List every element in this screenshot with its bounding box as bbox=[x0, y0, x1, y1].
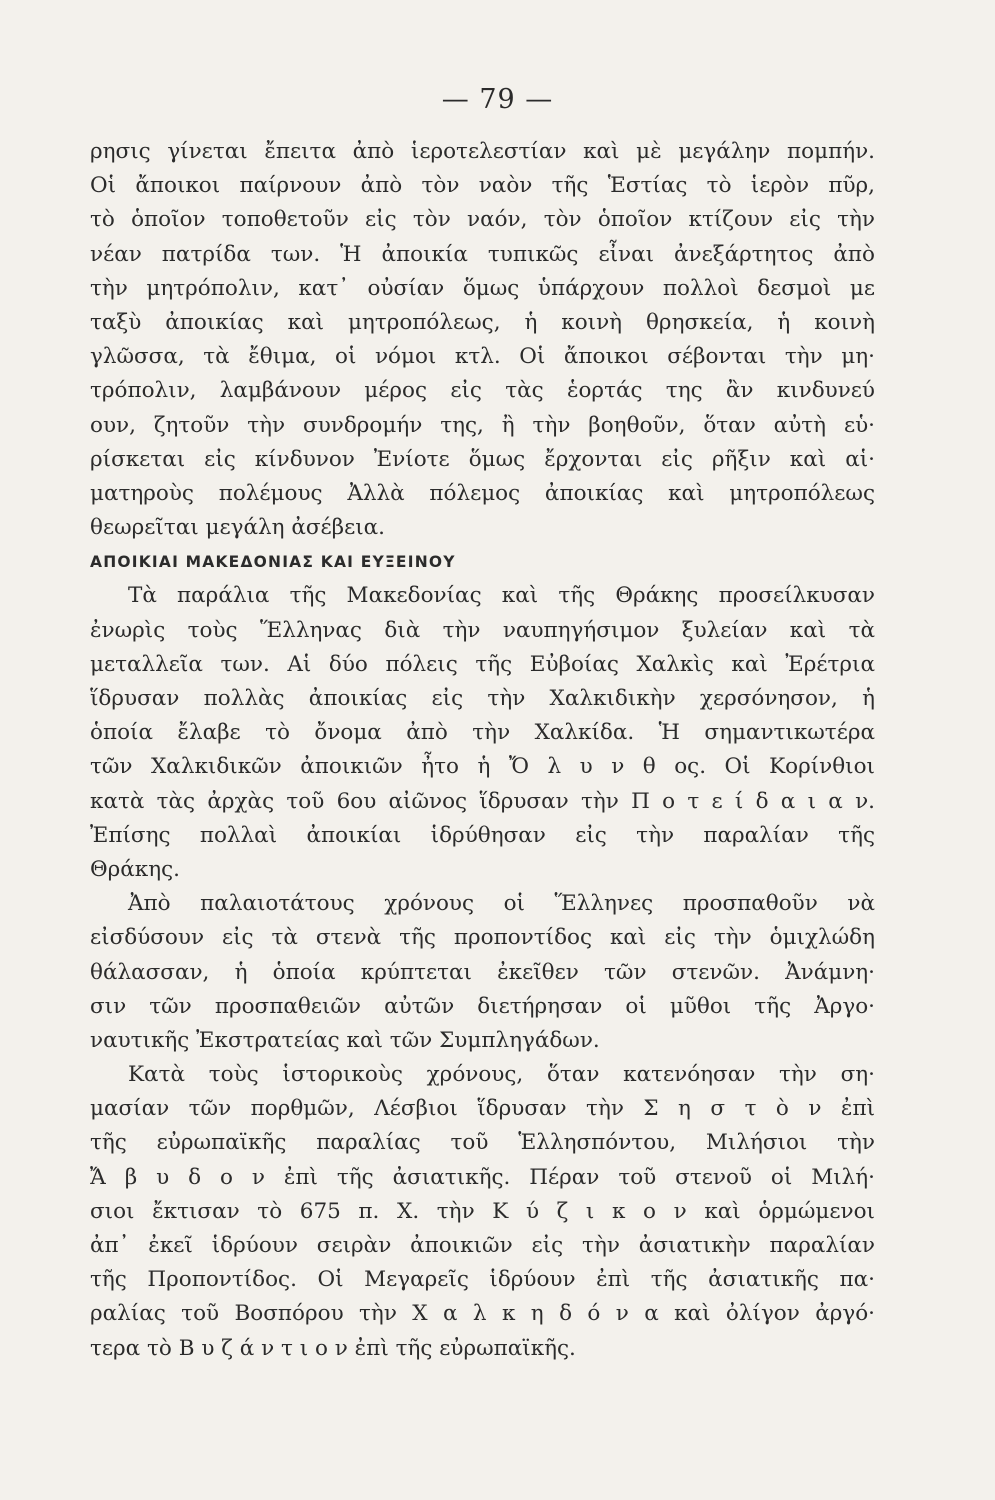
text-line: τῶν Χαλκιδικῶν ἀποικιῶν ἦτο ἡ Ὄ λ υ ν θ ος. Οἱ Κορίνθιοι bbox=[90, 754, 875, 780]
body-text bbox=[90, 135, 875, 1366]
text-line: νέαν πατρίδα των. Ἡ ἀποικία τυπικῶς εἶναι ἀνεξάρτητος ἀπὸ bbox=[90, 241, 875, 267]
text-line: τὴν μητρόπολιν, κατ᾽ οὐσίαν ὅμως ὑπάρχουν πολλοὶ δεσμοὶ με bbox=[90, 275, 875, 301]
text-line: μεταλλεῖα των. Αἱ δύο πόλεις τῆς Εὐβοίας Χαλκὶς καὶ Ἐρέτρια bbox=[90, 651, 875, 677]
text-line: τῆς εὐρωπαϊκῆς παραλίας τοῦ Ἑλλησπόντου, Μιλήσιοι τὴν bbox=[90, 1130, 875, 1156]
text-line: ταξὺ ἀποικίας καὶ μητροπόλεως, ἡ κοινὴ θρησκεία, ἡ κοινὴ bbox=[90, 309, 875, 335]
text-line: Ἄ β υ δ ο ν ἐπὶ τῆς ἀσιατικῆς. Πέραν τοῦ στενοῦ οἱ Μιλή· bbox=[90, 1164, 875, 1190]
text-line: ρησις γίνεται ἔπειτα ἀπὸ ἱεροτελεστίαν καὶ μὲ μεγάλην πομπήν. bbox=[90, 139, 875, 164]
text-line: σιοι ἔκτισαν τὸ 675 π. Χ. τὴν Κ ύ ζ ι κ ο ν καὶ ὁρμώμενοι bbox=[90, 1198, 875, 1224]
text-line: κατὰ τὰς ἀρχὰς τοῦ 6ου αἰῶνος ἵδρυσαν τὴν Π ο τ ε ί δ α ι α ν. bbox=[90, 788, 875, 814]
text-line: μασίαν τῶν πορθμῶν, Λέσβιοι ἵδρυσαν τὴν Σ η σ τ ὸ ν ἐπὶ bbox=[90, 1096, 875, 1122]
text-line: Ἐπίσης πολλαὶ ἀποικίαι ἱδρύθησαν εἰς τὴν παραλίαν τῆς bbox=[90, 822, 875, 848]
text-line: θάλασσαν, ἡ ὁποία κρύπτεται ἐκεῖθεν τῶν στενῶν. Ἀνάμνη· bbox=[90, 959, 875, 985]
text-line: τρόπολιν, λαμβάνουν μέρος εἰς τὰς ἑορτάς της ἂν κινδυνεύ bbox=[90, 378, 875, 404]
text-line: Τὰ παράλια τῆς Μακεδονίας καὶ τῆς Θράκης προσείλκυσαν bbox=[128, 583, 875, 609]
text-line: θεωρεῖται μεγάλη ἀσέβεια. bbox=[90, 515, 386, 541]
text-line: ματηροὺς πολέμους Ἀλλὰ πόλεμος ἀποικίας καὶ μητροπόλεως bbox=[90, 480, 875, 506]
page-number: — 79 — bbox=[441, 84, 554, 115]
text-line: ραλίας τοῦ Βοσπόρου τὴν Χ α λ κ η δ ό ν α καὶ ὀλίγον ἀργό· bbox=[90, 1301, 875, 1327]
text-line: ἀπ᾽ ἐκεῖ ἱδρύουν σειρὰν ἀποικιῶν εἰς τὴν ἀσιατικὴν παραλίαν bbox=[90, 1233, 875, 1258]
text-line: σιν τῶν προσπαθειῶν αὐτῶν διετήρησαν οἱ μῦθοι τῆς Ἀργο· bbox=[90, 993, 875, 1019]
text-line: εἰσδύσουν εἰς τὰ στενὰ τῆς προποντίδος καὶ εἰς τὴν ὁμιχλώδη bbox=[90, 925, 875, 951]
text-line: ὁποία ἔλαβε τὸ ὄνομα ἀπὸ τὴν Χαλκίδα. Ἡ σημαντικωτέρα bbox=[90, 720, 875, 746]
text-line: τὸ ὁποῖον τοποθετοῦν εἰς τὸν ναόν, τὸν ὁποῖον κτίζουν εἰς τὴν bbox=[90, 207, 875, 233]
text-line: ἵδρυσαν πολλὰς ἀποικίας εἰς τὴν Χαλκιδικὴν χερσόνησον, ἡ bbox=[90, 686, 875, 711]
text-line: ρίσκεται εἰς κίνδυνον Ἐνίοτε ὅμως ἔρχονται εἰς ρῆξιν καὶ αἱ· bbox=[90, 446, 875, 472]
text-line: ουν, ζητοῦν τὴν συνδρομήν της, ἢ τὴν βοηθοῦν, ὅταν αὐτὴ εὑ· bbox=[90, 412, 875, 438]
text-line: τῆς Προποντίδος. Οἱ Μεγαρεῖς ἱδρύουν ἐπὶ τῆς ἀσιατικῆς πα· bbox=[90, 1267, 875, 1293]
text-line: Οἱ ἄποικοι παίρνουν ἀπὸ τὸν ναὸν τῆς Ἑστίας τὸ ἱερὸν πῦρ, bbox=[90, 173, 875, 199]
text-line: Ἀπὸ παλαιοτάτους χρόνους οἱ Ἕλληνες προσπαθοῦν νὰ bbox=[128, 891, 875, 917]
text-line: ἐνωρὶς τοὺς Ἕλληνας διὰ τὴν ναυπηγήσιμον ξυλείαν καὶ τὰ bbox=[90, 617, 875, 643]
text-line: τερα τὸ Β υ ζ ά ν τ ι ο ν ἐπὶ τῆς εὐρωπαϊκῆς. bbox=[90, 1335, 576, 1361]
section-heading: ΑΠΟΙΚΙΑΙ ΜΑΚΕΔΟΝΙΑΣ ΚΑΙ ΕΥΞΕΙΝΟΥ bbox=[90, 553, 456, 572]
text-line: Θράκης. bbox=[90, 856, 180, 882]
text-line: ναυτικῆς Ἐκστρατείας καὶ τῶν Συμπληγάδων. bbox=[90, 1027, 600, 1053]
text-line: γλῶσσα, τὰ ἔθιμα, οἱ νόμοι κτλ. Οἱ ἄποικοι σέβονται τὴν μη· bbox=[90, 344, 875, 370]
text-line: Κατὰ τοὺς ἱστορικοὺς χρόνους, ὅταν κατενόησαν τὴν ση· bbox=[128, 1062, 875, 1088]
